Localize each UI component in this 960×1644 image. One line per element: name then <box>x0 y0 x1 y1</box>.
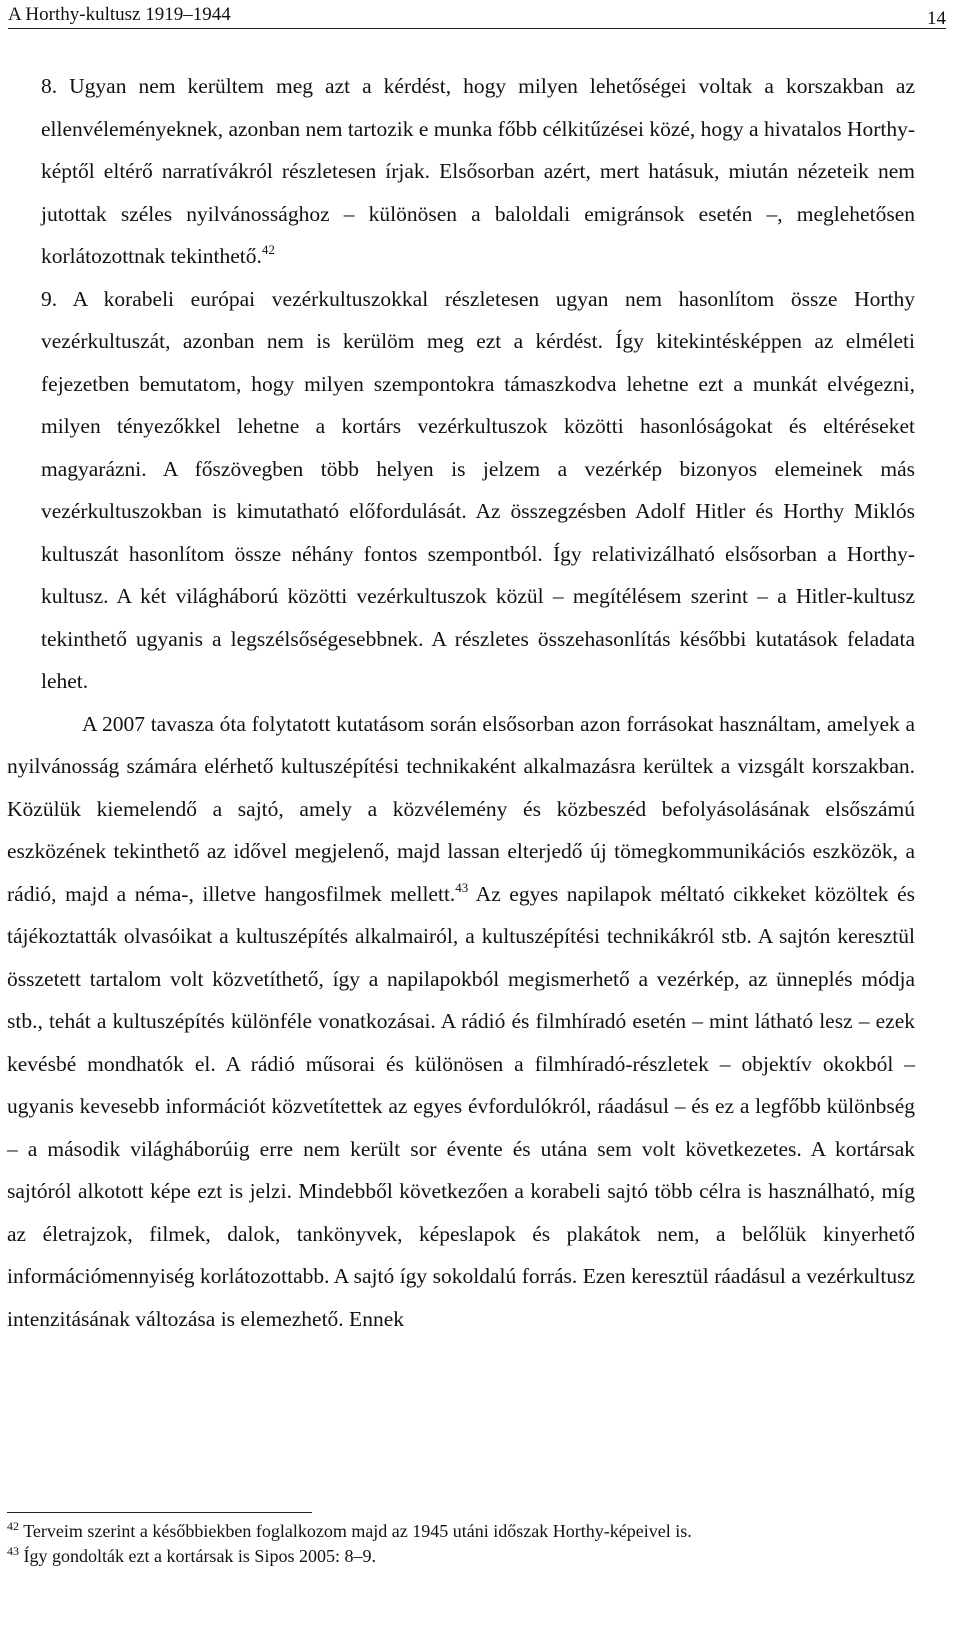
body-text <box>7 65 915 1340</box>
paragraph-9-text: A korabeli európai vezérkultuszokkal részletesen ugyan nem hasonlítom össze Horthy vezérkultuszát, azonban nem is kerülöm meg ezt a kérdést. Így kitekintésképpen az elméleti fejezetben bemutatom, hogy milyen szempontokra támaszkodva lehetne ezt a munkát elvégezni, milyen tényezőkkel lehetne a kortárs vezérkultuszok közötti hasonlóságokat és eltéréseket magyarázni. A főszövegben több helyen is jelzem a vezérkép bizonyos elemeinek más vezérkultuszokban is kimutatható előfordulását. Az összegzésben Adolf Hitler és Horthy Miklós kultuszát hasonlítom össze néhány fontos szempontból. Így relativizálható elsősorban a Horthy-kultusz. A két világháború közötti vezérkultuszok közül – megítélésem szerint – a Hitler-kultusz tekinthető ugyanis a legszélsőségesebbnek. A részletes összehasonlítás későbbi kutatások feladata lehet. <box>41 286 915 693</box>
footnote-number: 43 <box>7 1544 19 1558</box>
paragraph-8-number: 8. <box>41 74 58 98</box>
footnote-number: 42 <box>7 1519 19 1533</box>
paragraph-sources-text-a: A 2007 tavasza óta folytatott kutatásom során elsősorban azon forrásokat használtam, amelyek a nyilvánosság számára elérhető kultuszépítési technikaként alkalmazásra kerültek a vizsgált korszakban. Közülük kiemelendő a sajtó, amely a közvélemény és közbeszéd befolyásolásának elsőszámú eszközének tekinthető az idővel megjelenő, majd lassan elterjedő új tömegkommunikációs eszközök, a rádió, majd a néma-, illetve hangosfilmek mellett. <box>7 711 915 906</box>
footnote-42 <box>7 1519 915 1544</box>
running-header <box>8 4 946 29</box>
paragraph-8-text: Ugyan nem kerültem meg azt a kérdést, hogy milyen lehetőségei voltak a korszakban az ellenvéleményeknek, azonban nem tartozik e munka főbb célkitűzései közé, hogy a hivatalos Horthy-képtől eltérő narratívákról részletesen írjak. Elsősorban azért, mert hatásuk, miután nézeteik nem jutottak széles nyilvánossághoz – különösen a baloldali emigránsok esetén –, meglehetősen korlátozottnak tekinthető. <box>41 74 916 268</box>
footnote-ref-42[interactable]: 42 <box>261 242 275 257</box>
footnote-divider <box>7 1512 312 1513</box>
footnote-text: Így gondolták ezt a kortársak is Sipos 2005: 8–9. <box>23 1546 376 1566</box>
paragraph-sources-text-b: Az egyes napilapok méltató cikkeket közöltek és tájékoztatták olvasóikat a kultuszépítés alkalmairól, a kultuszépítési technikákról stb. A sajtón keresztül összetett tartalom volt közvetíthető, így a napilapokból megismerhető a vezérkép, az ünneplés módja stb., tehát a kultuszépítés különféle vonatkozásai. A rádió és filmhíradó esetén – mint látható lesz – ezek kevésbé mondhatók el. A rádió műsorai és különösen a filmhíradó-részletek – objektív okokból – ugyanis kevesebb információt közvetítettek az egyes évfordulókról, ráadásul – és ez a legfőbb különbség – a második világháborúig erre nem került sor évente és utána sem volt következetes. A kortársak sajtóról alkotott képe ezt is jelzi. Mindebből következően a korabeli sajtó több célra is használható, míg az életrajzok, filmek, dalok, tankönyvek, képeslapok és plakátok nem, a belőlük kinyerhető információmennyiség korlátozottabb. A sajtó így sokoldalú forrás. Ezen keresztül ráadásul a vezérkultusz intenzitásának változása is elemezhető. Ennek <box>7 881 915 1331</box>
paragraph-8 <box>7 65 915 278</box>
running-title: A Horthy-kultusz 1919–1944 <box>8 4 231 25</box>
footnote-text: Terveim szerint a későbbiekben foglalkozom majd az 1945 utáni időszak Horthy-képeivel is. <box>23 1521 692 1541</box>
footnote-ref-43[interactable]: 43 <box>455 879 469 895</box>
paragraph-sources <box>7 703 915 1341</box>
paragraph-9-number: 9. <box>41 286 58 311</box>
footnotes <box>7 1512 915 1569</box>
footnote-43 <box>7 1544 915 1569</box>
page-number: 14 <box>927 8 946 29</box>
paragraph-9 <box>7 278 915 703</box>
